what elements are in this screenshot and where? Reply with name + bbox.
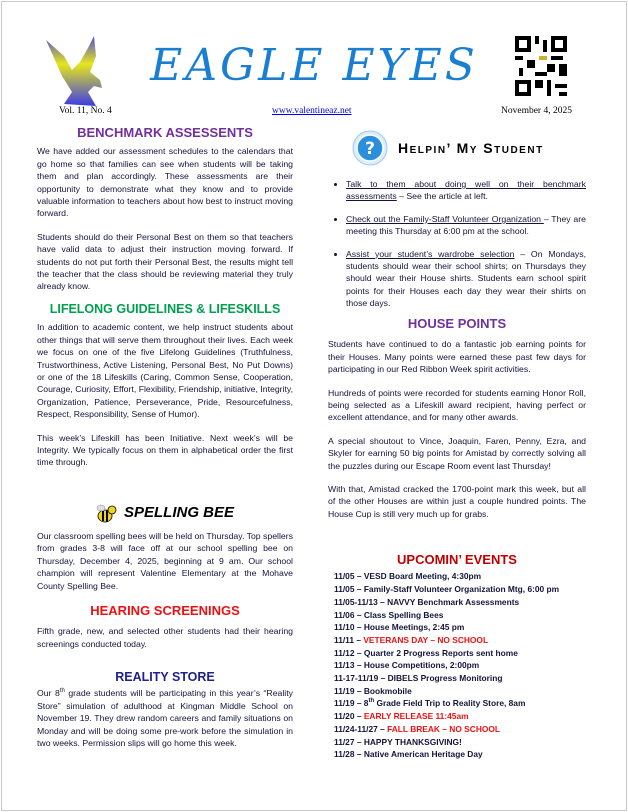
house-paragraph: Hundreds of points were recorded for students earning Honor Roll, being selected as a Lifeskill award recipient, having perfect or excellent attendance, and for many other awards. — [328, 387, 586, 423]
helpin-heading: Helpin’ My Student — [398, 139, 544, 156]
event-item: 11/28 – Native American Heritage Day — [334, 749, 483, 760]
event-item: 11/05-11/13 – NAVVY Benchmark Assessments — [334, 596, 520, 607]
event-item: 11-17-11/19 – DIBELS Progress Monitoring — [334, 673, 503, 684]
hearing-section — [37, 605, 293, 661]
event-item: 11/24-11/27 – FALL BREAK – NO SCHOOL — [334, 723, 501, 734]
helpin-item: • Assist your student’s wardrobe selection – On Mondays, students should wear their school shirts; on Thursdays they should wear their House shirts. Students earn school spirit points for their Houses each day they wear their shirts on those days. — [346, 248, 586, 310]
event-item: 11/05 – Family-Staff Volunteer Organization Mtg, 6:00 pm — [334, 584, 560, 595]
bee-icon — [96, 502, 118, 524]
spelling-paragraph: Our classroom spelling bees will be held on Thursday. Top spellers from grades 3-8 will face off at our school spelling bee on Thursday, December 4, 2025, beginning at 9 am. Our school champion will represent Valentine Elementary at the Mohave County Spelling Bee. — [37, 531, 293, 591]
helpin-item: • Talk to them about doing well on their benchmark assessments – See the article at left. — [346, 178, 586, 203]
svg-text:?: ? — [365, 139, 375, 159]
reality-section — [37, 671, 293, 760]
hearing-paragraph: Fifth grade, new, and selected other students had their hearing screenings conducted today. — [37, 626, 293, 649]
event-item: 11/19 – 8th Grade Field Trip to Reality Store, 8am — [334, 698, 526, 709]
events-section — [328, 554, 586, 761]
events-heading: UPCOMIN’ EVENTS — [397, 552, 517, 567]
house-paragraph: Students have continued to do a fantastic job earning points for their Houses. Many points were earned these past few days for participating in our Red Ribbon Week spirit activities. — [328, 339, 586, 375]
helpin-item: • Check out the Family-Staff Volunteer Organization – They are meeting this Thursday at 6:00 pm at the school. — [346, 213, 586, 238]
website-link[interactable]: www.valentineaz.net — [272, 106, 352, 116]
event-item: 11/13 – House Competitions, 2:00pm — [334, 660, 480, 671]
helpin-list — [328, 178, 586, 310]
benchmark-section — [37, 127, 293, 304]
lifelong-paragraph: This week’s Lifeskill has been Initiative. Next week’s will be Integrity. We typically focus on them in alphabetical order the first time through. — [37, 432, 293, 468]
benchmark-heading: BENCHMARK ASSESSENTS — [77, 125, 253, 140]
spelling-heading: SPELLING BEE — [123, 503, 235, 521]
benchmark-paragraph: Students should do their Personal Best on them so that teachers have valid data to adjust their instruction moving forward. If students do not put forth their Personal Best, the results might tell the teacher that the class should be reviewing material they truly already know. — [37, 231, 293, 292]
event-item: 11/19 – Bookmobile — [334, 685, 412, 696]
event-item: 11/27 – HAPPY THANKSGIVING! — [334, 736, 462, 747]
newsletter-title: EAGLE EYES — [150, 40, 478, 91]
event-item: 11/06 – Class Spelling Bees — [334, 609, 444, 620]
event-item: 11/11 – VETERANS DAY – NO SCHOOL — [334, 634, 489, 645]
house-points-heading: HOUSE POINTS — [407, 316, 507, 331]
event-item: 11/12 – Quarter 2 Progress Reports sent home — [334, 647, 518, 658]
helpin-section — [328, 130, 586, 320]
hearing-heading: HEARING SCREENINGS — [90, 603, 240, 618]
event-item: 11/05 – VESD Board Meeting, 4:30pm — [334, 571, 482, 582]
benchmark-paragraph: We have added our assessment schedules to the calendars that go home so that families can see when students will be taking them and plan accordingly. These assessments are their opportunity to demonstrate what they know and to provide valuable information to teachers about how best to instruct moving forward. — [37, 146, 293, 219]
house-paragraph: With that, Amistad cracked the 1700-point mark this week, but all of the other Houses are within just a couple hundred points. The House Cup is still very much up for grabs. — [328, 484, 586, 519]
volume-number: Vol. 11, No. 4 — [59, 106, 112, 116]
house-points-section — [328, 318, 586, 531]
issue-date: November 4, 2025 — [501, 106, 572, 116]
house-paragraph: A special shoutout to Vince, Joaquin, Faren, Penny, Ezra, and Skyler for earning 50 big points for Amistad by correctly solving all the puzzles during our Escape Room event last Thursday! — [328, 435, 586, 471]
events-list — [328, 570, 586, 761]
spelling-section — [37, 502, 293, 603]
reality-paragraph: Our 8th grade students will be participating in this year’s “Reality Store” simulation of adulthood at Kingman Middle School on November 19. They drew random careers and family situations on Monday and will be doing some pre-work before the simulation in two weeks. Permission slips will go home this week. — [37, 688, 293, 749]
reality-heading: REALITY STORE — [115, 670, 215, 684]
question-mark-icon — [352, 130, 388, 166]
lifelong-paragraph: In addition to academic content, we help instruct students about other things that will serve them throughout their lives. Each week we focus on one of the five Lifelong Guidelines (Truthfulness, Trustworthiness, Active Listening, Personal Best, No Put Downs) or one of the 18 Lifeskills (Caring, Common Sense, Cooperation, Courage, Curiosity, Effort, Flexibility, Friendship, initiative, Integrity, Organization, Patience, Perseverance, Pride, Resourcefulness, Respect, Responsibility, Sense of Humor). — [37, 322, 293, 420]
qr-code-icon — [515, 35, 567, 97]
lifelong-heading: LIFELONG GUIDELINES & LIFESKILLS — [49, 302, 281, 316]
event-item: 11/20 – EARLY RELEASE 11:45am — [334, 711, 469, 722]
event-item: 11/10 – House Meetings, 2:45 pm — [334, 622, 465, 633]
lifelong-section — [37, 303, 293, 480]
